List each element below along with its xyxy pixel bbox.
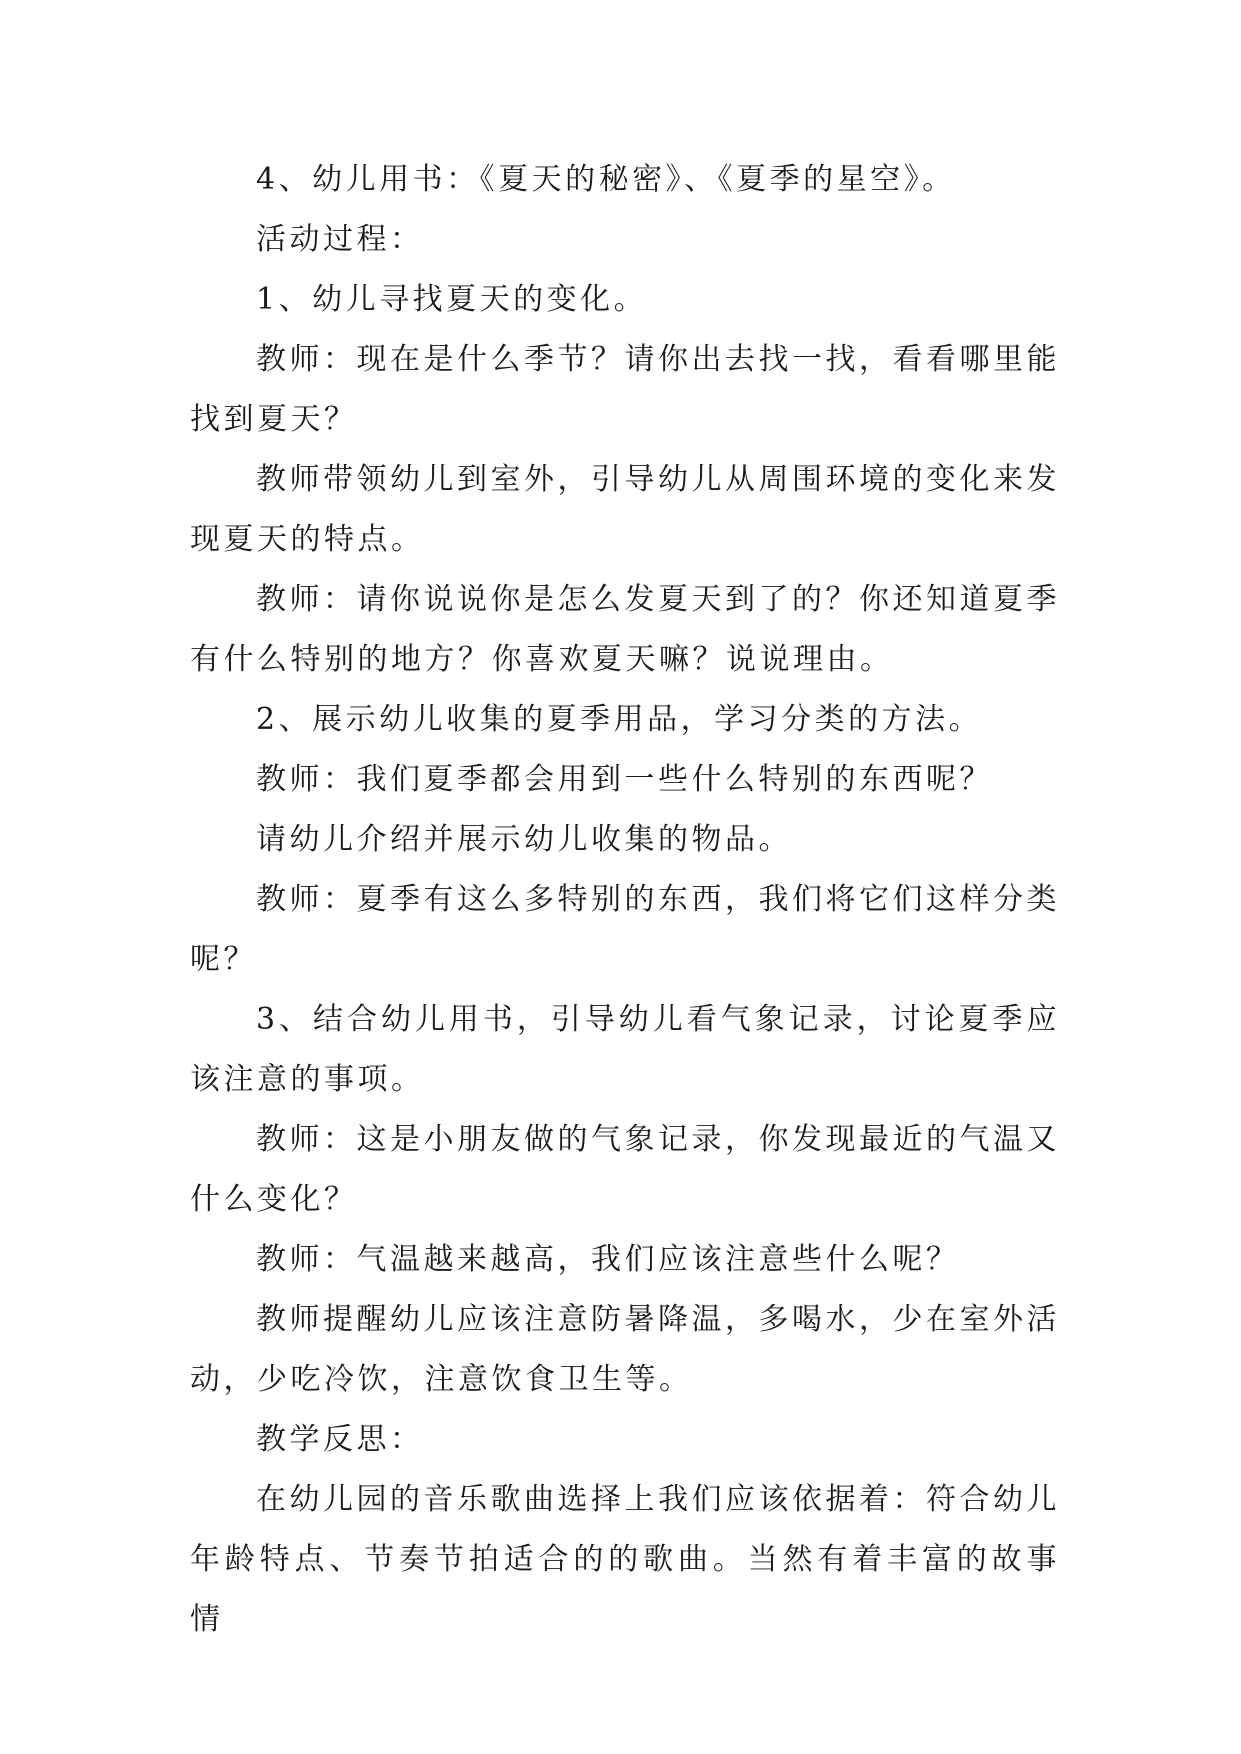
paragraph-teacher-question-summer: 教师：请你说说你是怎么发夏天到了的？你还知道夏季有什么特别的地方？你喜欢夏天嘛？说说理由。 <box>190 582 1060 677</box>
heading-activity-process: 活动过程： <box>256 222 424 257</box>
paragraph-children-introduce: 请幼儿介绍并展示幼儿收集的物品。 <box>256 822 792 857</box>
paragraph-step-3: 3、结合幼儿用书，引导幼儿看气象记录，讨论夏季应该注意的事项。 <box>190 1002 1060 1097</box>
paragraph-teacher-question-attention: 教师：气温越来越高，我们应该注意些什么呢？ <box>256 1242 960 1277</box>
paragraph-teacher-reminder: 教师提醒幼儿应该注意防暑降温，多喝水，少在室外活动，少吃冷饮，注意饮食卫生等。 <box>190 1302 1060 1397</box>
document-body <box>190 150 1060 1650</box>
paragraph-teacher-weather-record: 教师：这是小朋友做的气象记录，你发现最近的气温又什么变化？ <box>190 1122 1060 1217</box>
paragraph-materials-book: 4、幼儿用书：《夏天的秘密》、《夏季的星空》。 <box>256 162 956 197</box>
paragraph-teacher-question-classify: 教师：夏季有这么多特别的东西，我们将它们这样分类呢？ <box>190 882 1060 977</box>
heading-teaching-reflection: 教学反思： <box>256 1422 424 1457</box>
paragraph-teacher-question-items: 教师：我们夏季都会用到一些什么特别的东西呢？ <box>256 762 993 797</box>
paragraph-teacher-lead-outdoors: 教师带领幼儿到室外，引导幼儿从周围环境的变化来发现夏天的特点。 <box>190 462 1060 557</box>
paragraph-step-2: 2、展示幼儿收集的夏季用品，学习分类的方法。 <box>256 702 983 737</box>
paragraph-teacher-question-season: 教师：现在是什么季节？请你出去找一找，看看哪里能找到夏天？ <box>190 342 1060 437</box>
paragraph-reflection: 在幼儿园的音乐歌曲选择上我们应该依据着：符合幼儿年龄特点、节奏节拍适合的的歌曲。当然有着丰富的故事情 <box>190 1482 1060 1637</box>
paragraph-step-1: 1、幼儿寻找夏天的变化。 <box>256 282 648 317</box>
